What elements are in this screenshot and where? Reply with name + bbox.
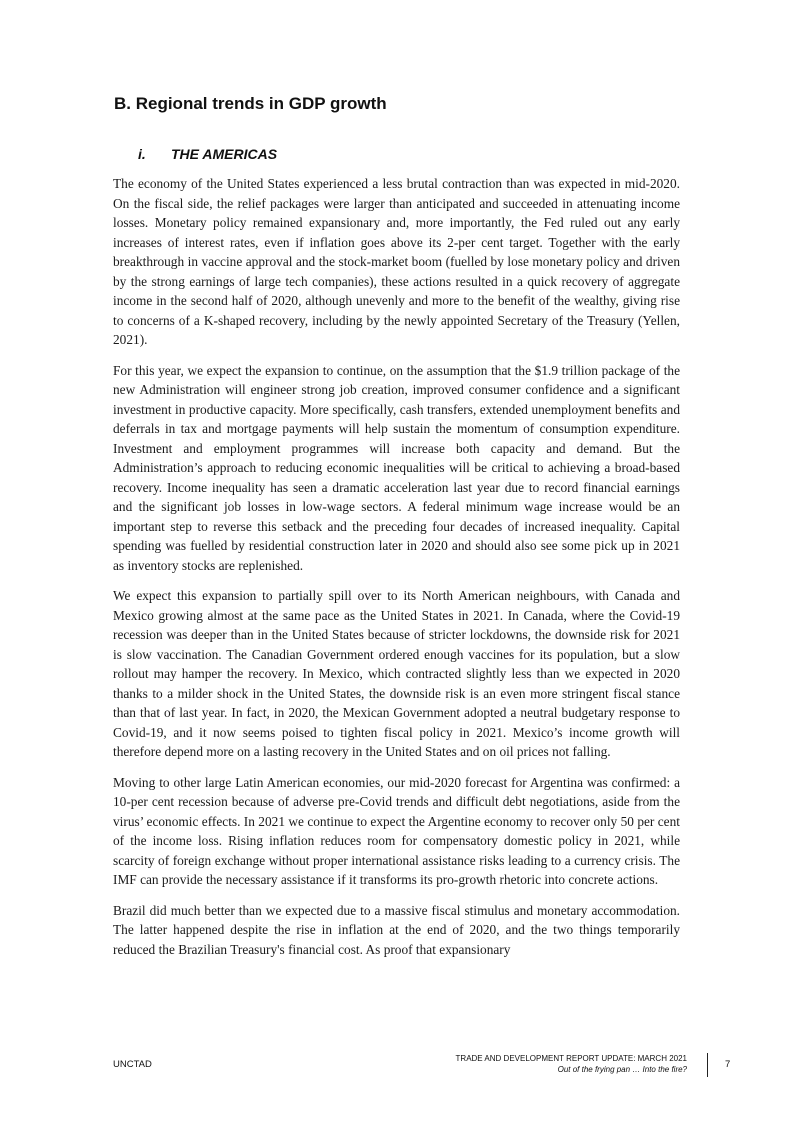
footer-divider xyxy=(707,1053,708,1077)
paragraph: Brazil did much better than we expected due to a massive fiscal stimulus and monetary accommodation. The latter happened despite the rise in inflation at the end of 2020, and the two things temporarily reduced the Brazilian Treasury's financial cost. As proof that expansionary xyxy=(113,902,680,957)
page-number: 7 xyxy=(725,1059,731,1070)
footer-report-subtitle: Out of the frying pan … Into the fire? xyxy=(557,1065,687,1074)
paragraph: We expect this expansion to partially spill over to its North American neighbours, with Canada and Mexico growing almost at the same pace as the United States in 2021. In Canada, where the Covid-19 recession was deeper than in the United States because of stricter lockdowns, the downside risk for 2021 is slow vaccination. The Canadian Government ordered enough vaccines for its population, but a slow rollout may hamper the recovery. In Mexico, which contracted slightly less than we expected in 2020 thanks to a milder shock in the United States, the downside risk is an even more stringent fiscal stance than that of last year. In fact, in 2020, the Mexican Government adopted a neutral budgetary response to Covid-19, and it now seems poised to tighten fiscal policy in 2021. Mexico’s income growth will therefore depend more on a lasting recovery in the United States and on oil prices not falling. xyxy=(113,588,680,759)
footer-report-title: TRADE AND DEVELOPMENT REPORT UPDATE: MARCH 2021 xyxy=(455,1054,687,1063)
subsection-title: THE AMERICAS xyxy=(171,146,278,162)
footer-report-info xyxy=(456,1053,687,1075)
subsection-heading xyxy=(138,145,277,163)
footer-publisher: UNCTAD xyxy=(113,1059,152,1070)
paragraph: The economy of the United States experienced a less brutal contraction than was expected in mid-2020. On the fiscal side, the relief packages were larger than anticipated and succeeded in attenuating income losses. Monetary policy remained expansionary and, more importantly, the Fed ruled out any early increases of interest rates, even if inflation goes above its 2-per cent target. Together with the early breakthrough in vaccine approval and the stock-market boom (fuelled by lose monetary policy and driven by the strong earnings of large tech companies), these actions resulted in a quick recovery of aggregate income in the second half of 2020, although unevenly and more to the benefit of the wealthy, giving rise to concerns of a K-shaped recovery, including by the newly appointed Secretary of the Treasury (Yellen, 2021). xyxy=(113,176,680,347)
body-text xyxy=(113,174,680,970)
subsection-number: i. xyxy=(138,146,146,162)
paragraph: Moving to other large Latin American economies, our mid-2020 forecast for Argentina was confirmed: a 10-per cent recession because of adverse pre-Covid trends and difficult debt negotiations, aside from the virus’ economic effects. In 2021 we continue to expect the Argentine economy to recover only 50 per cent of the income loss. Rising inflation reduces room for compensatory domestic policy in 2021, while scarcity of foreign exchange without proper international assistance risks leading to a currency crisis. The IMF can provide the necessary assistance if it transforms its pro-growth rhetoric into concrete actions. xyxy=(113,774,680,887)
section-heading: B. Regional trends in GDP growth xyxy=(114,94,387,113)
paragraph: For this year, we expect the expansion to continue, on the assumption that the $1.9 trillion package of the new Administration will engineer strong job creation, improved consumer confidence and a significant investment in productive capacity. More specifically, cash transfers, extended unemployment benefits and deferrals in tax and mortgage payments will help sustain the momentum of consumption expenditure. Investment and employment programmes will increase both capacity and demand. But the Administration’s approach to reducing economic inequalities will be critical to achieving a broad-based recovery. Income inequality has seen a dramatic acceleration last year due to record financial earnings and the significant job losses in low-wage sectors. A federal minimum wage increase would be an important step to reverse this setback and the preceding four decades of increased inequality. Capital spending was fuelled by residential construction later in 2020 and should also see some pick up in 2021 as inventory stocks are replenished. xyxy=(113,362,680,573)
